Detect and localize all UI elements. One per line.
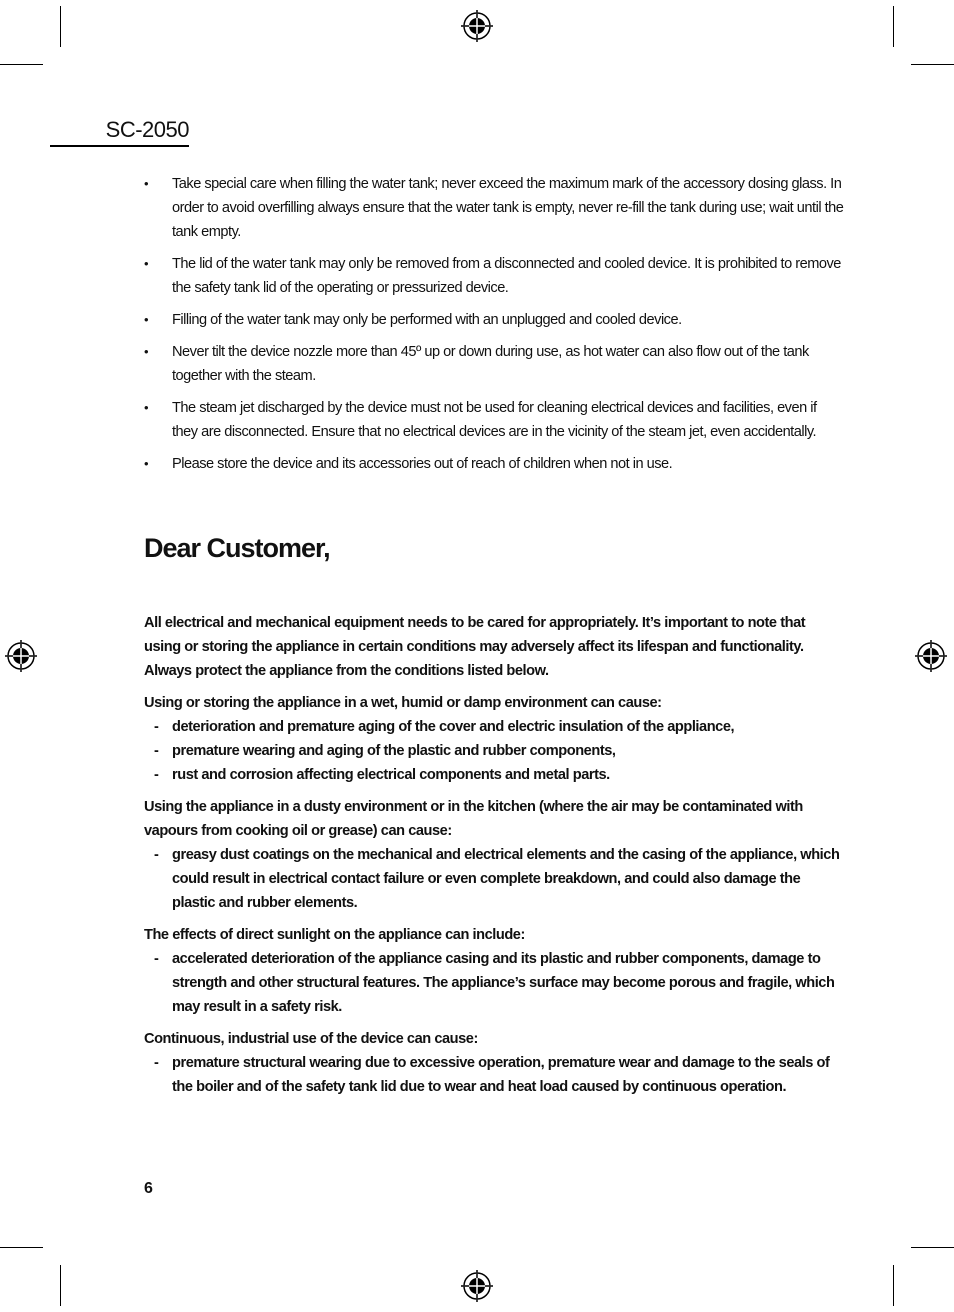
bullet-icon: • <box>144 256 149 271</box>
list-item <box>144 715 844 739</box>
list-item <box>144 396 844 444</box>
dash-icon: - <box>154 767 159 783</box>
crop-mark <box>893 6 894 47</box>
bullet-text: Never tilt the device nozzle more than 45º up or down during use, as hot water can also flow out of the tank together with the steam. <box>172 344 809 384</box>
condition-block <box>144 1027 844 1099</box>
list-item <box>144 252 844 300</box>
condition-lead: Continuous, industrial use of the device can cause: <box>144 1031 478 1047</box>
model-header: SC-2050 <box>50 117 189 147</box>
bullet-text: The steam jet discharged by the device must not be used for cleaning electrical devices and facilities, even if they are disconnected. Ensure that no electrical devices are in the vicinity of the steam jet, even accidentally. <box>172 400 817 440</box>
dash-icon: - <box>154 1055 159 1071</box>
list-item <box>144 1051 844 1099</box>
condition-text: accelerated deterioration of the appliance casing and its plastic and rubber components, damage to strength and other structural features. The appliance’s surface may become porous and fragile, which may result in a safety risk. <box>172 951 835 1015</box>
registration-mark-icon <box>4 639 38 673</box>
list-item <box>144 340 844 388</box>
bullet-text: Filling of the water tank may only be performed with an unplugged and cooled device. <box>172 312 682 328</box>
list-item <box>144 947 844 1019</box>
bullet-text: Please store the device and its accessories out of reach of children when not in use. <box>172 456 673 472</box>
condition-list <box>144 1051 844 1099</box>
list-item <box>144 843 844 915</box>
bullet-icon: • <box>144 312 149 327</box>
registration-mark-icon <box>460 1269 494 1303</box>
care-section <box>144 611 844 1107</box>
bullet-icon: • <box>144 400 149 415</box>
condition-text: deterioration and premature aging of the cover and electric insulation of the appliance, <box>172 719 735 735</box>
page-title: Dear Customer, <box>144 533 330 563</box>
condition-lead: Using the appliance in a dusty environment or in the kitchen (where the air may be contaminated with vapours from cooking oil or grease) can cause: <box>144 799 803 839</box>
condition-lead: The effects of direct sunlight on the appliance can include: <box>144 927 525 943</box>
condition-text: rust and corrosion affecting electrical components and metal parts. <box>172 767 610 783</box>
list-item <box>144 308 844 332</box>
condition-list <box>144 715 844 787</box>
list-item <box>144 763 844 787</box>
crop-mark <box>911 64 954 65</box>
condition-text: premature structural wearing due to excessive operation, premature wear and damage to the seals of the boiler and of the safety tank lid due to wear and heat load caused by continuous operation. <box>172 1055 830 1095</box>
registration-mark-icon <box>460 9 494 43</box>
bullet-icon: • <box>144 176 149 191</box>
crop-mark <box>893 1265 894 1306</box>
crop-mark <box>0 64 43 65</box>
list-item <box>144 739 844 763</box>
crop-mark <box>60 6 61 47</box>
condition-list <box>144 947 844 1019</box>
condition-block <box>144 795 844 915</box>
list-item <box>144 172 844 244</box>
registration-mark-icon <box>914 639 948 673</box>
condition-list <box>144 843 844 915</box>
intro-paragraph: All electrical and mechanical equipment needs to be cared for appropriately. It’s important to note that using or storing the appliance in certain conditions may adversely affect its lifespan and functionality. Always protect the appliance from the conditions listed below. <box>144 615 806 679</box>
crop-mark <box>0 1247 43 1248</box>
dash-icon: - <box>154 951 159 967</box>
safety-bullet-list <box>144 172 844 476</box>
condition-block <box>144 691 844 787</box>
crop-mark <box>60 1265 61 1306</box>
bullet-icon: • <box>144 344 149 359</box>
dash-icon: - <box>154 847 159 863</box>
crop-mark <box>911 1247 954 1248</box>
condition-text: premature wearing and aging of the plastic and rubber components, <box>172 743 616 759</box>
condition-block <box>144 923 844 1019</box>
bullet-icon: • <box>144 456 149 471</box>
condition-text: greasy dust coatings on the mechanical and electrical elements and the casing of the appliance, which could result in electrical contact failure or even complete breakdown, and could also damage the plastic and rubber elements. <box>172 847 840 911</box>
safety-section <box>144 172 844 484</box>
page-number: 6 <box>144 1180 153 1197</box>
dash-icon: - <box>154 743 159 759</box>
condition-lead: Using or storing the appliance in a wet, humid or damp environment can cause: <box>144 695 662 711</box>
list-item <box>144 452 844 476</box>
bullet-text: The lid of the water tank may only be removed from a disconnected and cooled device. It is prohibited to remove the safety tank lid of the operating or pressurized device. <box>172 256 841 296</box>
bullet-text: Take special care when filling the water tank; never exceed the maximum mark of the accessory dosing glass. In order to avoid overfilling always ensure that the water tank is empty, never re-fill the tank during use; wait until the tank empty. <box>172 176 844 240</box>
dash-icon: - <box>154 719 159 735</box>
